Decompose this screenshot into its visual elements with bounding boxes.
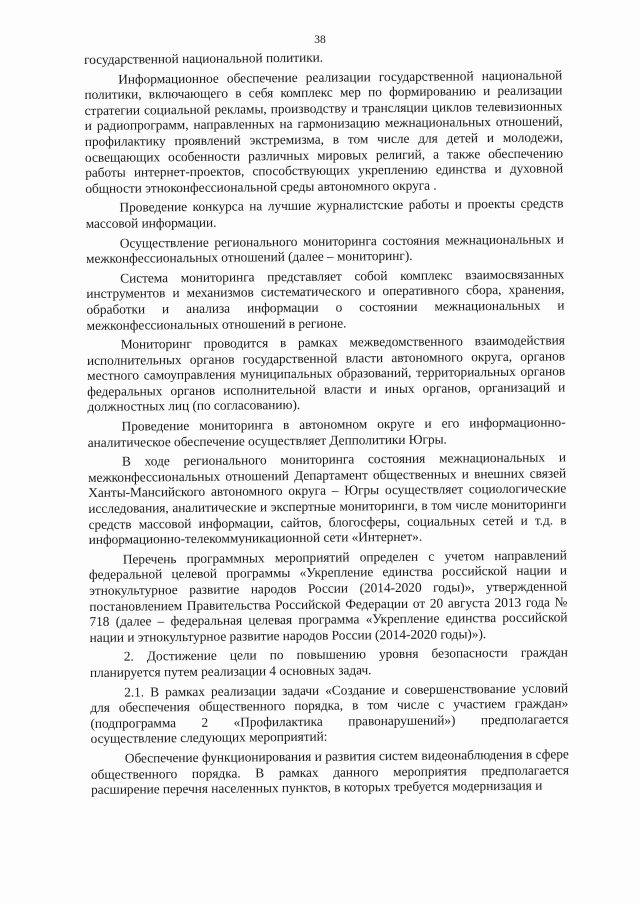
paragraph-10: 2. Достижение цели по повышению уровня безопасности граждан планируется путем реализации 4 основных задач. bbox=[89, 644, 568, 680]
paragraph-4: Осуществление регионального мониторинга состояния межнациональных и межконфессиональных отношений (далее – мониторинг). bbox=[85, 230, 564, 267]
paragraph-9: Перечень программных мероприятий определен с учетом направлений федеральной целевой программы «Укрепление единства российской нации и этнокультурное развитие народов России (2014-2020 годы)», утвержденной постановлением Правительства Российской Федерации от 20 августа 2013 года № 718 (далее – федеральная целевая программа «Укрепление единства российской нации и этнокультурное развитие народов России (2014-2020 годы)»). bbox=[88, 547, 568, 645]
paragraph-12: Обеспечение функционирования и развития систем видеонаблюдения в сфере общественного порядка. В рамках данного мероприятия предполагается расширение перечня населенных пунктов, в которых требуется модернизация и bbox=[90, 746, 569, 798]
paragraph-3: Проведение конкурса на лучшие журналистские работы и проекты средств массовой информации. bbox=[85, 195, 564, 231]
paragraph-1: государственной национальной политики. bbox=[84, 49, 324, 67]
paragraph-11: 2.1. В рамках реализации задачи «Создание и совершенствование условий для обеспечения общественного порядка, в том числе с участием граждан» (подпрограмма 2 «Профилактика правонарушений») предполагается осуществление следующих мероприятий: bbox=[90, 679, 569, 747]
paragraph-7: Проведение мониторинга в автономном округе и его информационно-аналитическое обеспечение осуществляет Депполитики Югры. bbox=[87, 414, 566, 450]
paragraph-2: Информационное обеспечение реализации государственной национальной политики, включающего в себя комплекс мер по формированию и реализации стратегии социальной рекламы, производству и трансляции циклов телевизионных и радиопрограмм, направленных на гармонизацию межнациональных отношений, профилактику проявлений экстремизма, в том числе для детей и молодежи, освещающих особенности различных мировых религий, а также обеспечению работы интернет-проектов, способствующих укреплению единства и духовной общности этноконфессиональной среды автономного округа . bbox=[84, 67, 564, 196]
document-body bbox=[84, 47, 569, 801]
paragraph-8: В ходе регионального мониторинга состояния межнациональных и межконфессиональных отношений Департамент общественных и внешних связей Ханты-Мансийского автономного округа – Югры осуществляет социологические исследования, аналитические и экспертные мониторинги, в том числе мониторинги средств массовой информации, сайтов, блогосферы, социальных сетей и т.д. в информационно-телекоммуникационной сети «Интернет». bbox=[88, 449, 567, 548]
paragraph-5: Система мониторинга представляет собой комплекс взаимосвязанных инструментов и механизмов систематического и оперативного сбора, хранения, обработки и анализа информации о состоянии межнациональных и межконфессиональных отношений в регионе. bbox=[86, 266, 565, 333]
paragraph-6: Мониторинг проводится в рамках межведомственного взаимодействия исполнительных органов государственной власти автономного округа, органов местного самоуправления муниципальных образований, территориальных органов федеральных органов исполнительной власти и иных органов, организаций и должностных лиц (по согласованию). bbox=[86, 332, 566, 415]
page-number: 38 bbox=[314, 34, 326, 46]
